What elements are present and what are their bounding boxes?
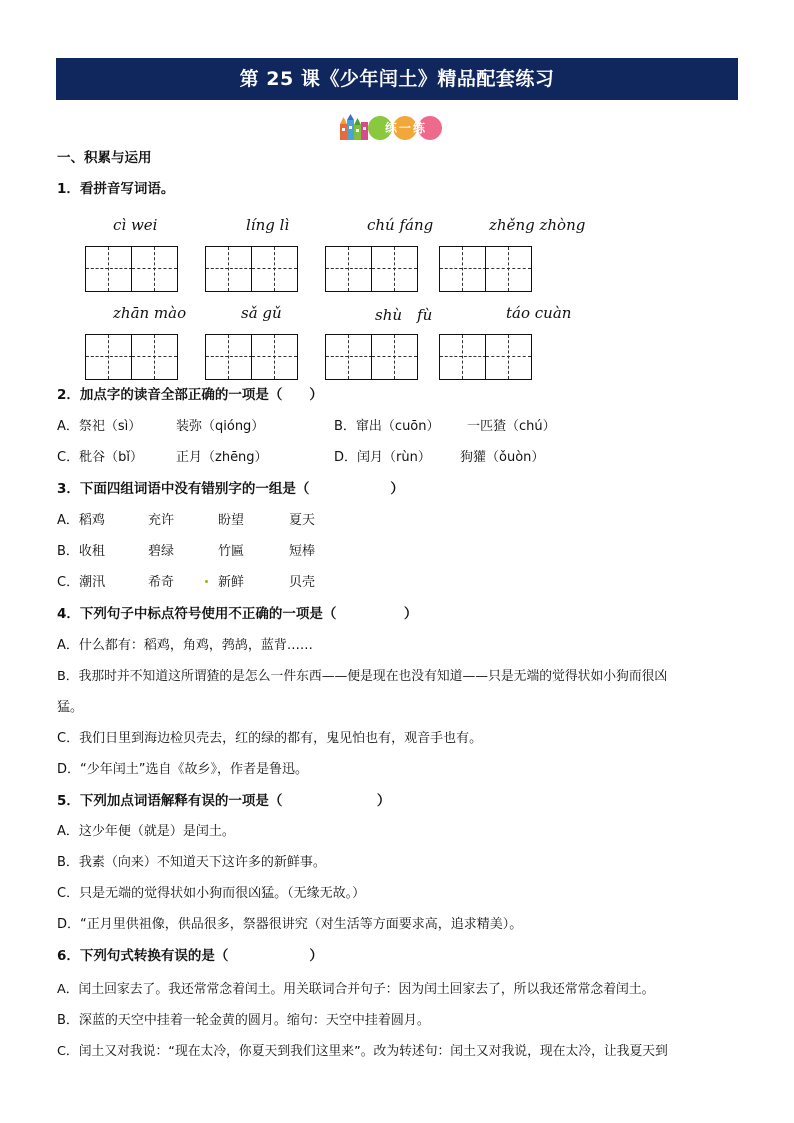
option-a: A．稻鸡	[57, 513, 105, 528]
writing-grid[interactable]	[325, 246, 418, 292]
option-word: 盼望	[218, 513, 245, 528]
pinyin-label: chú fáng	[367, 216, 434, 234]
option-c: C．潮汛	[57, 575, 106, 590]
option-word: 充许	[148, 513, 175, 528]
option-word: 夏天	[289, 513, 316, 528]
option-b-word: 一匹猹（chú）	[467, 419, 556, 434]
option-b-continued: 猛。	[57, 700, 84, 715]
option-d: D．“少年闰土”选自《故乡》，作者是鲁迅。	[57, 762, 308, 777]
writing-grid[interactable]	[85, 246, 178, 292]
question-3-title: 3．下面四组词语中没有错别字的一组是（ ）	[57, 481, 404, 497]
pinyin-label: sǎ gǔ	[241, 304, 282, 322]
option-word: 贝壳	[289, 575, 316, 590]
option-d-word: 狗獾（ǒuòn）	[460, 450, 545, 465]
option-b: B．我素（向来）不知道天下这许多的新鲜事。	[57, 855, 326, 870]
pinyin-label: shù fù	[375, 306, 433, 324]
writing-grid[interactable]	[205, 246, 298, 292]
option-a: A．祭祀（sì）	[57, 419, 142, 434]
marker-dot	[205, 580, 208, 583]
writing-grid[interactable]	[439, 246, 532, 292]
pinyin-label: cì wei	[113, 216, 158, 234]
option-b: B．我那时并不知道这所谓猹的是怎么一件东西——便是现在也没有知道——只是无端的觉得状如小狗而很凶	[57, 669, 668, 684]
option-a-word: 装弥（qióng）	[176, 419, 265, 434]
option-b: B．窜出（cuōn）	[334, 419, 440, 434]
writing-grid[interactable]	[439, 334, 532, 380]
badge-label: 练一练	[384, 121, 427, 135]
option-b: B．深蓝的天空中挂着一轮金黄的圆月。缩句：天空中挂着圆月。	[57, 1013, 430, 1028]
pinyin-label: zhěng zhòng	[489, 216, 586, 234]
option-a: A．这少年便（就是）是闰土。	[57, 824, 235, 839]
option-a: A．什么都有：稻鸡，角鸡，鹁鸪，蓝背……	[57, 638, 313, 653]
writing-grid[interactable]	[325, 334, 418, 380]
pinyin-label: zhān mào	[113, 304, 187, 322]
option-word: 碧绿	[148, 544, 175, 559]
pinyin-label: táo cuàn	[506, 304, 572, 322]
option-word: 竹匾	[218, 544, 245, 559]
question-2-title: 2．加点字的读音全部正确的一项是（ ）	[57, 387, 323, 403]
option-word: 新鲜	[218, 575, 245, 590]
writing-grid[interactable]	[85, 334, 178, 380]
practice-badge	[338, 114, 448, 142]
option-word: 希奇	[148, 575, 175, 590]
option-b: B．收租	[57, 544, 105, 559]
option-d: D．闰月（rùn）	[334, 450, 431, 465]
question-5-title: 5．下列加点词语解释有误的一项是（ ）	[57, 793, 391, 809]
writing-grid[interactable]	[205, 334, 298, 380]
question-1-title: 1．看拼音写词语。	[57, 181, 175, 197]
section-title: 一、积累与运用	[57, 150, 152, 166]
option-a: A．闰土回家去了。我还常常念着闰土。用关联词合并句子：因为闰土回家去了，所以我还常常念着闰土。	[57, 982, 655, 997]
option-c: C．秕谷（bǐ）	[57, 450, 143, 465]
option-c: C．只是无端的觉得状如小狗而很凶猛。（无缘无故。）	[57, 886, 366, 901]
option-c-word: 正月（zhēng）	[176, 450, 268, 465]
option-c: C．闰土又对我说：“现在太冷，你夏天到我们这里来”。改为转述句：闰土又对我说，现在太冷，让我夏天到	[57, 1044, 668, 1059]
pinyin-label: líng lì	[246, 216, 290, 234]
question-4-title: 4．下列句子中标点符号使用不正确的一项是（ ）	[57, 606, 418, 622]
option-c: C．我们日里到海边检贝壳去，红的绿的都有，鬼见怕也有，观音手也有。	[57, 731, 483, 746]
option-word: 短棒	[289, 544, 316, 559]
option-d: D．“正月里供祖像，供品很多，祭器很讲究（对生活等方面要求高，追求精美）。	[57, 917, 523, 932]
question-6-title: 6．下列句式转换有误的是（ ）	[57, 948, 323, 964]
page-title: 第 25 课《少年闰土》精品配套练习	[56, 58, 738, 100]
